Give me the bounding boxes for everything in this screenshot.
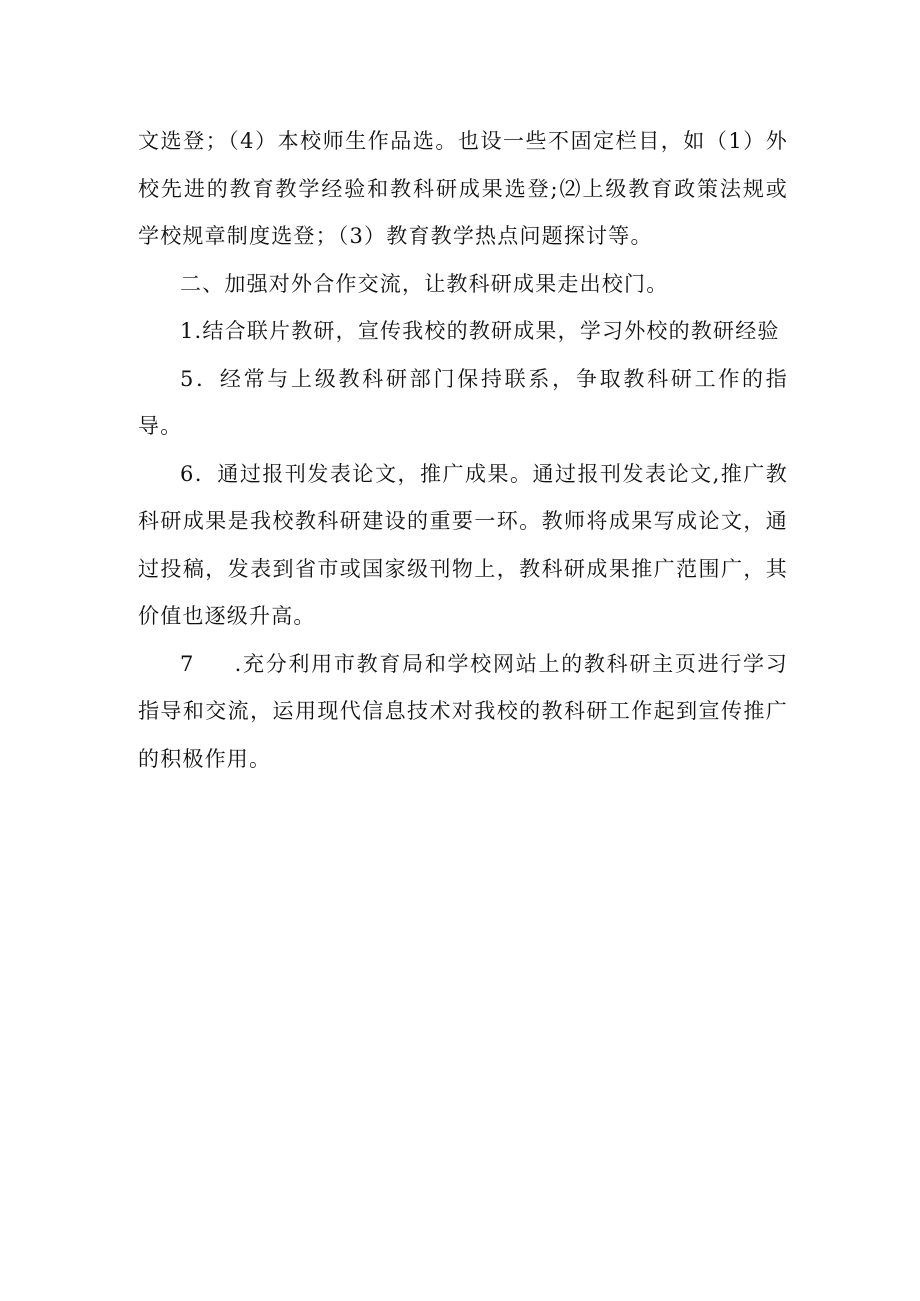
list-item-7 <box>138 641 788 784</box>
list-item-5: 5．经常与上级教科研部门保持联系，争取教科研工作的指导。 <box>138 366 788 438</box>
section-heading: 二、加强对外合作交流，让教科研成果走出校门。 <box>180 271 669 296</box>
list-item-1: 1.结合联片教研，宣传我校的教研成果，学习外校的教研经验 <box>180 319 780 343</box>
document-body <box>138 118 788 783</box>
list-item-7-text: .充分利用市教育局和学校网站上的教科研主页进行学习指导和交流，运用现代信息技术对我校的教科研工作起到宣传推广的积极作用。 <box>138 651 788 771</box>
list-item-6: 6．通过报刊发表论文，推广成果。通过报刊发表论文,推广教科研成果是我校教科研建设的重要一环。教师将成果写成论文，通过投稿，发表到省市或国家级刊物上，教科研成果推广范围广，其价值也逐级升高。 <box>138 461 788 628</box>
list-item-7-number: 7 <box>180 651 195 676</box>
paragraph-column-continuation: 文选登；（4）本校师生作品选。也设一些不固定栏目，如（1）外校先进的教育教学经验和教科研成果选登;⑵上级教育政策法规或学校规章制度选登；（3）教育教学热点问题探讨等。 <box>138 129 788 248</box>
